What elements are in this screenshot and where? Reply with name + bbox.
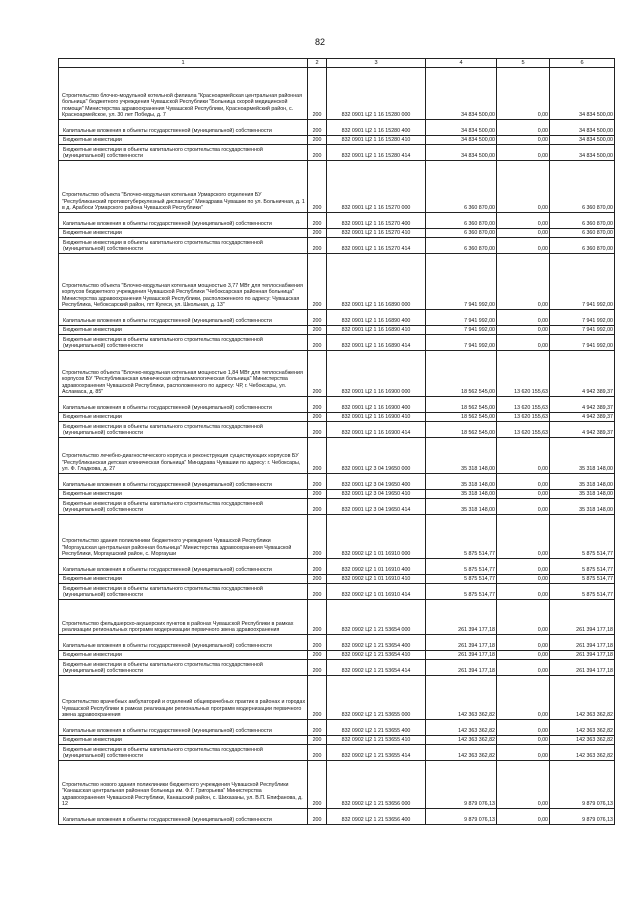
row-total-cell: 4 942 389,37	[550, 351, 615, 397]
row-amount-cell: 5 875 514,77	[426, 515, 497, 559]
row-code-cell: 200	[308, 635, 327, 651]
row-code-cell: 200	[308, 600, 327, 635]
row-total-cell: 142 363 362,82	[550, 736, 615, 745]
row-code-cell: 200	[308, 559, 327, 575]
row-change-cell: 0,00	[497, 136, 550, 145]
row-amount-cell: 142 363 362,82	[426, 676, 497, 720]
row-change-cell: 13 620 155,63	[497, 397, 550, 413]
row-change-cell: 0,00	[497, 736, 550, 745]
row-name-cell	[59, 326, 308, 335]
row-classification-cell: 832 0902 Ц2 1 21 53655 410	[327, 736, 426, 745]
header-row	[59, 59, 615, 68]
row-change-cell: 0,00	[497, 584, 550, 600]
row-total-cell: 7 941 992,00	[550, 326, 615, 335]
row-change-cell: 0,00	[497, 254, 550, 310]
row-total-cell: 5 875 514,77	[550, 559, 615, 575]
row-code-cell: 200	[308, 161, 327, 213]
table-row-detail	[59, 584, 615, 600]
row-change-cell: 0,00	[497, 515, 550, 559]
row-classification-cell: 832 0901 Ц2 1 16 15270 414	[327, 238, 426, 254]
row-amount-cell: 5 875 514,77	[426, 584, 497, 600]
header-cell: 3	[327, 59, 426, 68]
row-code-cell: 200	[308, 438, 327, 474]
row-change-cell: 0,00	[497, 335, 550, 351]
row-code-cell: 200	[308, 736, 327, 745]
row-change-cell: 0,00	[497, 68, 550, 120]
row-classification-cell: 832 0901 Ц2 3 04 19650 410	[327, 490, 426, 499]
row-amount-cell: 261 394 177,18	[426, 635, 497, 651]
row-code-cell: 200	[308, 68, 327, 120]
row-name-text: Строительство объекта "Блочно-модульная котельная мощностью 3,77 МВт для теплоснабжения корпусов бюджетного учреждения Чувашской Республики "Чебоксарская районная больница" Министерства здравоохранения Чувашской Республики, расположенного по адресу: Чувашская Республика, Чебоксарский район, пгт Кугеси, ул. Школьная, д. 13"	[62, 282, 303, 309]
row-name-cell	[59, 761, 308, 809]
table-row-detail	[59, 413, 615, 422]
row-change-cell: 0,00	[497, 600, 550, 635]
row-name-cell	[59, 736, 308, 745]
table-row-project	[59, 68, 615, 120]
row-name-text: Бюджетные инвестиции	[63, 737, 122, 744]
row-name-text: Строительство лечебно-диагностического корпуса и реконструкция существующих корпусов БУ "Республиканская детская клиническая больница" Минздрава Чувашии по адресу: г. Чебоксары, ул. Ф. Гладкова, д. 27	[62, 453, 301, 473]
header-cell: 4	[426, 59, 497, 68]
row-name-cell	[59, 490, 308, 499]
row-name-cell	[59, 676, 308, 720]
row-name-text: Бюджетные инвестиции	[63, 652, 122, 659]
row-change-cell: 0,00	[497, 438, 550, 474]
row-classification-cell: 832 0902 Ц2 1 01 16910 414	[327, 584, 426, 600]
row-total-cell: 4 942 389,37	[550, 397, 615, 413]
row-amount-cell: 9 879 076,13	[426, 809, 497, 825]
row-name-cell	[59, 213, 308, 229]
row-classification-cell: 832 0902 Ц2 1 21 53654 410	[327, 651, 426, 660]
row-amount-cell: 5 875 514,77	[426, 575, 497, 584]
row-name-text: Бюджетные инвестиции	[63, 414, 122, 421]
row-code-cell: 200	[308, 474, 327, 490]
row-name-text: Капитальные вложения в объекты государственной (муниципальной) собственности	[63, 405, 272, 412]
row-code-cell: 200	[308, 238, 327, 254]
row-change-cell: 0,00	[497, 559, 550, 575]
row-name-cell	[59, 397, 308, 413]
row-name-text: Бюджетные инвестиции	[63, 327, 122, 334]
table-row-detail	[59, 651, 615, 660]
row-change-cell: 0,00	[497, 238, 550, 254]
row-code-cell: 200	[308, 745, 327, 761]
row-name-text: Капитальные вложения в объекты государственной (муниципальной) собственности	[63, 221, 272, 228]
row-change-cell: 0,00	[497, 474, 550, 490]
row-name-cell	[59, 238, 308, 254]
table-row-detail	[59, 660, 615, 676]
row-name-text: Капитальные вложения в объекты государственной (муниципальной) собственности	[63, 817, 272, 824]
table-row-project	[59, 515, 615, 559]
row-name-text: Капитальные вложения в объекты государственной (муниципальной) собственности	[63, 643, 272, 650]
table-row-detail	[59, 335, 615, 351]
row-name-cell	[59, 809, 308, 825]
row-amount-cell: 261 394 177,18	[426, 600, 497, 635]
row-code-cell: 200	[308, 761, 327, 809]
row-amount-cell: 6 360 870,00	[426, 213, 497, 229]
row-name-cell	[59, 438, 308, 474]
row-name-cell	[59, 660, 308, 676]
table-row-detail	[59, 499, 615, 515]
table-row-detail	[59, 575, 615, 584]
row-classification-cell: 832 0902 Ц2 1 21 53656 000	[327, 761, 426, 809]
row-name-cell	[59, 651, 308, 660]
budget-table	[58, 58, 615, 825]
row-amount-cell: 35 318 148,00	[426, 490, 497, 499]
row-change-cell: 13 620 155,63	[497, 351, 550, 397]
row-amount-cell: 261 394 177,18	[426, 651, 497, 660]
row-total-cell: 261 394 177,18	[550, 600, 615, 635]
row-classification-cell: 832 0901 Ц2 1 16 15280 410	[327, 136, 426, 145]
row-total-cell: 5 875 514,77	[550, 515, 615, 559]
table-row-detail	[59, 136, 615, 145]
row-classification-cell: 832 0901 Ц2 1 16 16900 000	[327, 351, 426, 397]
header-cell: 2	[308, 59, 327, 68]
row-total-cell: 142 363 362,82	[550, 676, 615, 720]
row-name-text: Строительство блочно-модульной котельной филиала "Красноармейская центральная районная больница" бюджетного учреждения Чувашской Республики "Больница скорой медицинской помощи" Министерства здравоохранения Чувашской Республики, Красноармейский район, с. Красноармейское, ул. 30 лет Победы, д. 7	[62, 92, 302, 119]
row-name-cell	[59, 161, 308, 213]
row-amount-cell: 35 318 148,00	[426, 499, 497, 515]
row-amount-cell: 6 360 870,00	[426, 238, 497, 254]
row-total-cell: 261 394 177,18	[550, 635, 615, 651]
row-change-cell: 0,00	[497, 676, 550, 720]
row-code-cell: 200	[308, 490, 327, 499]
row-name-text: Бюджетные инвестиции в объекты капитального строительства государственной (муниципальной) собственности	[63, 585, 263, 599]
row-amount-cell: 34 834 500,00	[426, 145, 497, 161]
row-name-cell	[59, 575, 308, 584]
row-total-cell: 34 834 500,00	[550, 145, 615, 161]
row-code-cell: 200	[308, 326, 327, 335]
row-amount-cell: 18 562 545,00	[426, 422, 497, 438]
table-row-detail	[59, 238, 615, 254]
row-code-cell: 200	[308, 515, 327, 559]
table-row-detail	[59, 490, 615, 499]
row-code-cell: 200	[308, 809, 327, 825]
table-row-detail	[59, 474, 615, 490]
row-name-text: Бюджетные инвестиции в объекты капитального строительства государственной (муниципальной) собственности	[63, 239, 263, 253]
row-name-text: Бюджетные инвестиции	[63, 230, 122, 237]
table-row-project	[59, 161, 615, 213]
row-amount-cell: 7 941 992,00	[426, 335, 497, 351]
row-name-text: Строительство врачебных амбулаторий и отделений общеврачебных практик в районах и городах Чувашской Республики в рамках реализации региональных программ модернизации первичного звена здравоохранения	[62, 699, 306, 719]
row-name-cell	[59, 584, 308, 600]
row-classification-cell: 832 0902 Ц2 1 01 16910 400	[327, 559, 426, 575]
row-classification-cell: 832 0901 Ц2 1 16 15270 000	[327, 161, 426, 213]
row-total-cell: 9 879 076,13	[550, 761, 615, 809]
table-row-detail	[59, 635, 615, 651]
row-name-cell	[59, 720, 308, 736]
row-name-cell	[59, 136, 308, 145]
row-amount-cell: 35 318 148,00	[426, 438, 497, 474]
row-name-cell	[59, 120, 308, 136]
row-amount-cell: 34 834 500,00	[426, 136, 497, 145]
row-change-cell: 0,00	[497, 213, 550, 229]
row-change-cell: 0,00	[497, 651, 550, 660]
row-change-cell: 0,00	[497, 145, 550, 161]
row-change-cell: 0,00	[497, 635, 550, 651]
table-row-detail	[59, 720, 615, 736]
table-row-project	[59, 676, 615, 720]
row-name-text: Капитальные вложения в объекты государственной (муниципальной) собственности	[63, 728, 272, 735]
table-row-detail	[59, 809, 615, 825]
row-total-cell: 6 360 870,00	[550, 161, 615, 213]
row-name-cell	[59, 351, 308, 397]
table-row-detail	[59, 229, 615, 238]
row-name-cell	[59, 335, 308, 351]
row-amount-cell: 6 360 870,00	[426, 229, 497, 238]
row-name-text: Бюджетные инвестиции в объекты капитального строительства государственной (муниципальной) собственности	[63, 146, 263, 160]
row-amount-cell: 34 834 500,00	[426, 120, 497, 136]
table-row-detail	[59, 745, 615, 761]
row-code-cell: 200	[308, 575, 327, 584]
table-row-detail	[59, 736, 615, 745]
row-name-cell	[59, 499, 308, 515]
row-total-cell: 35 318 148,00	[550, 499, 615, 515]
row-code-cell: 200	[308, 660, 327, 676]
row-change-cell: 0,00	[497, 761, 550, 809]
row-total-cell: 261 394 177,18	[550, 651, 615, 660]
row-total-cell: 34 834 500,00	[550, 120, 615, 136]
row-amount-cell: 34 834 500,00	[426, 68, 497, 120]
row-classification-cell: 832 0902 Ц2 1 21 53655 414	[327, 745, 426, 761]
row-classification-cell: 832 0902 Ц2 1 21 53655 000	[327, 676, 426, 720]
row-total-cell: 142 363 362,82	[550, 745, 615, 761]
row-classification-cell: 832 0901 Ц2 1 16 15270 410	[327, 229, 426, 238]
page-number: 82	[314, 37, 325, 47]
row-code-cell: 200	[308, 584, 327, 600]
row-amount-cell: 142 363 362,82	[426, 720, 497, 736]
row-code-cell: 200	[308, 676, 327, 720]
row-code-cell: 200	[308, 229, 327, 238]
row-total-cell: 34 834 500,00	[550, 136, 615, 145]
row-name-text: Строительство объекта "Блочно-модульная котельная Урмарского отделения БУ "Республиканский противотуберкулезный диспансер" Минздрава Чувашии по ул. Больничная, д. 1 в д. Арабоси Урмарского района Чувашской Республики"	[62, 192, 305, 212]
row-total-cell: 35 318 148,00	[550, 438, 615, 474]
row-classification-cell: 832 0901 Ц2 1 16 16890 414	[327, 335, 426, 351]
row-name-cell	[59, 310, 308, 326]
row-classification-cell: 832 0901 Ц2 1 16 15270 400	[327, 213, 426, 229]
row-classification-cell: 832 0901 Ц2 1 16 16890 400	[327, 310, 426, 326]
row-amount-cell: 6 360 870,00	[426, 161, 497, 213]
table-row-detail	[59, 559, 615, 575]
row-code-cell: 200	[308, 720, 327, 736]
row-change-cell: 0,00	[497, 575, 550, 584]
row-total-cell: 5 875 514,77	[550, 584, 615, 600]
table-row-detail	[59, 310, 615, 326]
row-name-cell	[59, 229, 308, 238]
row-change-cell: 0,00	[497, 745, 550, 761]
row-name-cell	[59, 413, 308, 422]
row-classification-cell: 832 0901 Ц2 3 04 19650 000	[327, 438, 426, 474]
row-name-text: Бюджетные инвестиции	[63, 137, 122, 144]
row-change-cell: 0,00	[497, 720, 550, 736]
row-change-cell: 13 620 155,63	[497, 422, 550, 438]
row-change-cell: 0,00	[497, 229, 550, 238]
row-classification-cell: 832 0901 Ц2 1 16 15280 000	[327, 68, 426, 120]
row-total-cell: 6 360 870,00	[550, 213, 615, 229]
row-change-cell: 0,00	[497, 499, 550, 515]
row-name-cell	[59, 515, 308, 559]
row-amount-cell: 35 318 148,00	[426, 474, 497, 490]
row-total-cell: 7 941 992,00	[550, 310, 615, 326]
row-code-cell: 200	[308, 422, 327, 438]
table-row-detail	[59, 145, 615, 161]
row-amount-cell: 9 879 076,13	[426, 761, 497, 809]
row-name-cell	[59, 422, 308, 438]
row-amount-cell: 7 941 992,00	[426, 254, 497, 310]
row-name-cell	[59, 635, 308, 651]
row-total-cell: 35 318 148,00	[550, 474, 615, 490]
row-classification-cell: 832 0902 Ц2 1 21 53654 000	[327, 600, 426, 635]
row-code-cell: 200	[308, 335, 327, 351]
row-classification-cell: 832 0902 Ц2 1 21 53656 400	[327, 809, 426, 825]
row-classification-cell: 832 0901 Ц2 1 16 16890 000	[327, 254, 426, 310]
row-change-cell: 0,00	[497, 490, 550, 499]
row-code-cell: 200	[308, 397, 327, 413]
row-name-cell	[59, 745, 308, 761]
row-name-text: Бюджетные инвестиции в объекты капитального строительства государственной (муниципальной) собственности	[63, 746, 263, 760]
row-classification-cell: 832 0901 Ц2 1 16 16900 414	[327, 422, 426, 438]
row-name-text: Строительство объекта "Блочно-модульная котельная мощностью 1,84 МВт для теплоснабжения корпусов БУ "Республиканская клиническая офтальмологическая больница" Министерства здравоохранения Чувашской Республики, расположенного по адресу: ЧР, г. Чебоксары, ул. Асламаса, д. 85"	[62, 369, 303, 396]
row-total-cell: 9 879 076,13	[550, 809, 615, 825]
row-code-cell: 200	[308, 136, 327, 145]
row-amount-cell: 7 941 992,00	[426, 326, 497, 335]
row-name-text: Бюджетные инвестиции в объекты капитального строительства государственной (муниципальной) собственности	[63, 661, 263, 675]
row-classification-cell: 832 0901 Ц2 1 16 16900 400	[327, 397, 426, 413]
row-total-cell: 261 394 177,18	[550, 660, 615, 676]
row-name-cell	[59, 145, 308, 161]
table-row-detail	[59, 326, 615, 335]
row-name-text: Бюджетные инвестиции	[63, 491, 122, 498]
row-name-cell	[59, 68, 308, 120]
row-code-cell: 200	[308, 145, 327, 161]
row-change-cell: 0,00	[497, 660, 550, 676]
row-change-cell: 0,00	[497, 120, 550, 136]
row-code-cell: 200	[308, 120, 327, 136]
row-change-cell: 13 620 155,63	[497, 413, 550, 422]
row-total-cell: 6 360 870,00	[550, 229, 615, 238]
row-name-text: Бюджетные инвестиции	[63, 576, 122, 583]
row-amount-cell: 142 363 362,82	[426, 745, 497, 761]
row-code-cell: 200	[308, 310, 327, 326]
row-code-cell: 200	[308, 351, 327, 397]
row-name-cell	[59, 559, 308, 575]
row-amount-cell: 18 562 545,00	[426, 351, 497, 397]
row-name-cell	[59, 254, 308, 310]
row-total-cell: 35 318 148,00	[550, 490, 615, 499]
row-code-cell: 200	[308, 651, 327, 660]
row-amount-cell: 5 875 514,77	[426, 559, 497, 575]
row-change-cell: 0,00	[497, 310, 550, 326]
table-row-detail	[59, 422, 615, 438]
table-row-project	[59, 761, 615, 809]
row-change-cell: 0,00	[497, 809, 550, 825]
row-classification-cell: 832 0902 Ц2 1 21 53654 414	[327, 660, 426, 676]
row-amount-cell: 7 941 992,00	[426, 310, 497, 326]
row-classification-cell: 832 0901 Ц2 3 04 19650 414	[327, 499, 426, 515]
row-total-cell: 7 941 992,00	[550, 335, 615, 351]
row-name-text: Бюджетные инвестиции в объекты капитального строительства государственной (муниципальной) собственности	[63, 336, 263, 350]
row-name-text: Капитальные вложения в объекты государственной (муниципальной) собственности	[63, 567, 272, 574]
row-classification-cell: 832 0901 Ц2 3 04 19650 400	[327, 474, 426, 490]
row-classification-cell: 832 0901 Ц2 1 16 16900 410	[327, 413, 426, 422]
row-name-text: Строительство фельдшерско-акушерских пунктов в районах Чувашской Республики в рамках реализации региональных программ модернизации первичного звена здравоохранения	[62, 620, 294, 634]
row-classification-cell: 832 0901 Ц2 1 16 16890 410	[327, 326, 426, 335]
row-classification-cell: 832 0902 Ц2 1 01 16910 000	[327, 515, 426, 559]
row-amount-cell: 261 394 177,18	[426, 660, 497, 676]
table-row-project	[59, 438, 615, 474]
row-change-cell: 0,00	[497, 161, 550, 213]
row-classification-cell: 832 0902 Ц2 1 21 53655 400	[327, 720, 426, 736]
row-name-text: Строительство нового здания поликлиники бюджетного учреждения Чувашской Республики "Канашская центральная районная больница им. Ф.Г. Григорьева" Министерства здравоохранения Чувашской Республики, Канашский район, с. Шихазаны, ул. В.П. Епифанова, д. 12	[62, 781, 303, 808]
row-name-text: Бюджетные инвестиции в объекты капитального строительства государственной (муниципальной) собственности	[63, 423, 263, 437]
row-name-text: Капитальные вложения в объекты государственной (муниципальной) собственности	[63, 482, 272, 489]
row-code-cell: 200	[308, 254, 327, 310]
row-classification-cell: 832 0901 Ц2 1 16 15280 400	[327, 120, 426, 136]
row-total-cell: 4 942 389,37	[550, 413, 615, 422]
row-total-cell: 4 942 389,37	[550, 422, 615, 438]
row-code-cell: 200	[308, 413, 327, 422]
row-classification-cell: 832 0901 Ц2 1 16 15280 414	[327, 145, 426, 161]
table-row-detail	[59, 397, 615, 413]
table-row-project	[59, 351, 615, 397]
row-total-cell: 6 360 870,00	[550, 238, 615, 254]
row-total-cell: 5 875 514,77	[550, 575, 615, 584]
row-classification-cell: 832 0902 Ц2 1 21 53654 400	[327, 635, 426, 651]
row-name-text: Строительство здания поликлиники бюджетного учреждения Чувашской Республики "Моргаушская центральная районная больница" Министерства здравоохранения Чувашской Республики, Моргаушский район, с. Моргауши	[62, 538, 292, 558]
row-total-cell: 142 363 362,82	[550, 720, 615, 736]
row-amount-cell: 18 562 545,00	[426, 397, 497, 413]
table-row-project	[59, 600, 615, 635]
row-classification-cell: 832 0902 Ц2 1 01 16910 410	[327, 575, 426, 584]
row-name-text: Бюджетные инвестиции в объекты капитального строительства государственной (муниципальной) собственности	[63, 500, 263, 514]
header-cell: 1	[59, 59, 308, 68]
row-name-cell	[59, 474, 308, 490]
header-cell: 6	[550, 59, 615, 68]
row-code-cell: 200	[308, 499, 327, 515]
table-row-detail	[59, 120, 615, 136]
row-amount-cell: 142 363 362,82	[426, 736, 497, 745]
row-change-cell: 0,00	[497, 326, 550, 335]
row-name-cell	[59, 600, 308, 635]
table-row-detail	[59, 213, 615, 229]
row-code-cell: 200	[308, 213, 327, 229]
row-name-text: Капитальные вложения в объекты государственной (муниципальной) собственности	[63, 318, 272, 325]
row-name-text: Капитальные вложения в объекты государственной (муниципальной) собственности	[63, 128, 272, 135]
row-total-cell: 7 941 992,00	[550, 254, 615, 310]
row-total-cell: 34 834 500,00	[550, 68, 615, 120]
header-cell: 5	[497, 59, 550, 68]
table-row-project	[59, 254, 615, 310]
row-amount-cell: 18 562 545,00	[426, 413, 497, 422]
